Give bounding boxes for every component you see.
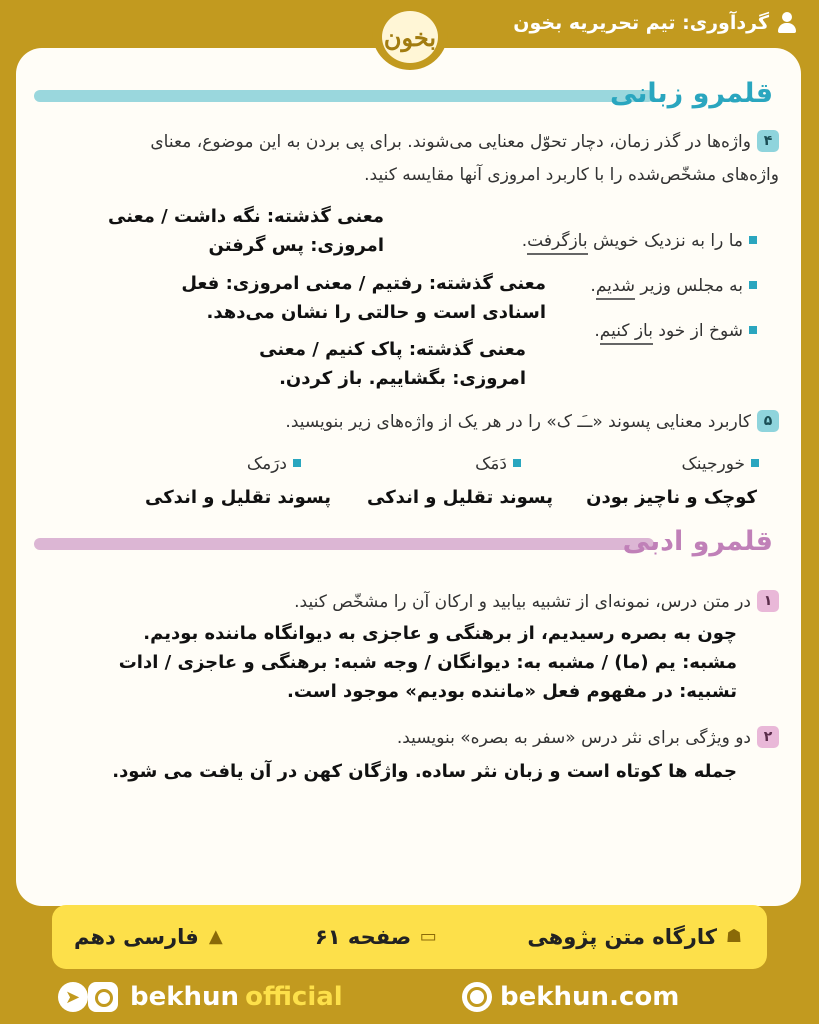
book-item: ▲ فارسی دهم (74, 925, 227, 949)
word-1: خورجینک (682, 454, 759, 474)
answer-4-3: معنی گذشته: پاک کنیم / معنی امروزی: بگشاییم. باز کردن. (259, 339, 526, 389)
credit (513, 12, 797, 34)
content-card (16, 48, 801, 906)
question-text: در متن درس، نمونه‌ای از تشبیه بیابید و ارکان آن را مشخّص کنید. (294, 592, 751, 612)
graduation-cap-icon: ▲ (208, 926, 223, 947)
book-icon: ▭ (419, 926, 437, 947)
question-1 (34, 586, 779, 619)
website[interactable]: bekhun.com (462, 982, 679, 1012)
reader-icon: ☗ (725, 926, 743, 947)
section-title-literary: قلمرو ادبی (622, 526, 773, 557)
answer-5-3: پسوند تقلیل و اندکی (145, 487, 331, 508)
instagram-icon[interactable] (88, 982, 118, 1012)
answer-5-1: کوچک و ناچیز بودن (586, 487, 757, 508)
bullet-icon (749, 236, 757, 244)
word-2: دَمَک (475, 454, 521, 474)
highlighted-word: بازگرفت (527, 231, 587, 255)
globe-icon (462, 982, 492, 1012)
answer-2: جمله ها کوتاه است و زبان نثر ساده. واژگان کهن در آن یافت می شود. (112, 761, 737, 782)
example-3: شوخ از خود باز کنیم. (594, 321, 757, 341)
question-number: ۴ (757, 130, 779, 152)
section-title-linguistic: قلمرو زبانی (609, 78, 773, 109)
answer-4-2: معنی گذشته: رفتیم / معنی امروزی: فعل اسنادی است و حالتی را نشان می‌دهد. (181, 273, 546, 323)
workshop-item: ☗ کارگاه متن پژوهی (527, 925, 745, 949)
bullet-icon (751, 459, 759, 467)
highlighted-word: باز کنیم (600, 321, 653, 345)
question-2 (34, 722, 779, 755)
person-icon (777, 12, 797, 34)
example-1: ما را به نزدیک خویش بازگرفت. (522, 231, 757, 251)
telegram-icon[interactable]: ➤ (58, 982, 88, 1012)
social-handle[interactable]: bekhun official (130, 982, 343, 1012)
section-divider-teal (34, 90, 654, 102)
word-3: درَمک (247, 454, 301, 474)
question-text: دو ویژگی برای نثر درس «سفر به بصره» بنویسید. (396, 728, 751, 748)
question-number: ۵ (757, 410, 779, 432)
section-divider-pink (34, 538, 654, 550)
question-text: واژه‌های مشخّص‌شده را با کاربرد امروزی آنها مقایسه کنید. (364, 165, 779, 186)
answer-1: چون به بصره رسیدیم، از برهنگی و عاجزی به دیوانگاه ماننده بودیم. مشبه: یم (ما) / مشبه به: دیوانگان / وجه شبه: برهنگی و عاجزی / ادات تشبیه: در مفهوم فعل «ماننده بودیم» موجود است. (118, 623, 737, 702)
question-text: کاربرد معنایی پسوند «ــَـ ک» را در هر یک از واژه‌های زیر بنویسید. (285, 412, 751, 432)
answer-4-1: معنی گذشته: نگه داشت / معنی امروزی: پس گرفتن (108, 206, 384, 256)
question-4 (34, 126, 779, 192)
footer-bar (52, 905, 767, 969)
highlighted-word: شدیم (596, 276, 635, 300)
page-item: ▭ صفحه ۶۱ (315, 925, 439, 949)
example-2: به مجلس وزیر شدیم. (590, 276, 757, 296)
bottom-bar (0, 978, 819, 1024)
question-text: واژه‌ها در گذر زمان، دچار تحوّل معنایی می‌شوند. برای پی بردن به این موضوع، معنای (150, 132, 751, 152)
bullet-icon (293, 459, 301, 467)
question-5 (34, 406, 779, 439)
bullet-icon (749, 281, 757, 289)
bullet-icon (749, 326, 757, 334)
question-number: ۲ (757, 726, 779, 748)
question-number: ۱ (757, 590, 779, 612)
logo: بخون (382, 11, 438, 63)
bullet-icon (513, 459, 521, 467)
credit-text: گردآوری: تیم تحریریه بخون (513, 12, 769, 34)
answer-5-2: پسوند تقلیل و اندکی (367, 487, 553, 508)
